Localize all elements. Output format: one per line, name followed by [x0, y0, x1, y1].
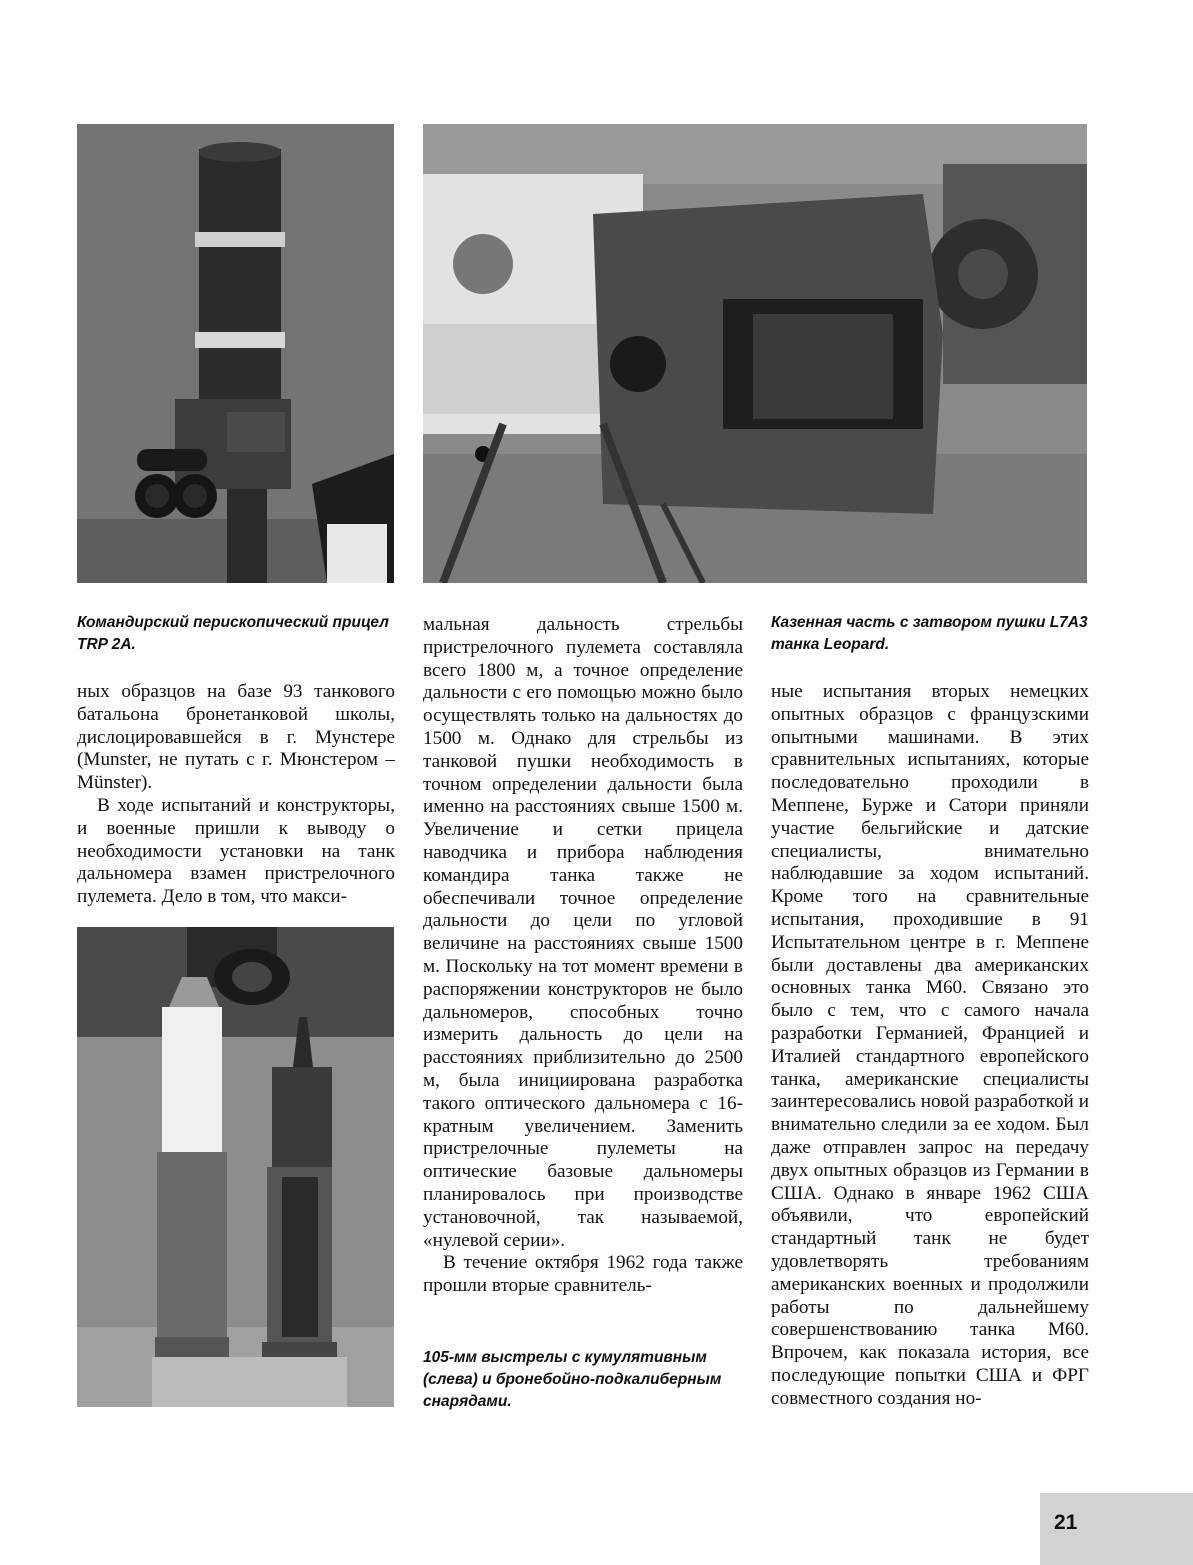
- photo-gun-breech: [423, 124, 1087, 583]
- text-column-middle: [423, 614, 743, 1298]
- photo-periscope-sight: [77, 124, 394, 583]
- text-column-right: [771, 681, 1089, 1411]
- photo-105mm-rounds: [77, 927, 394, 1407]
- paragraph: В ходе испытаний и конструкторы, и военные пришли к выводу о необходимости установки на танк дальномера взамен пристрелочного пулемета. Дело в том, что макси-: [77, 794, 395, 908]
- text-column-left: [77, 681, 395, 909]
- page-number: 21: [1054, 1511, 1078, 1534]
- caption-periscope: Командирский перископический прицел TRP 2A.: [77, 614, 389, 653]
- paragraph: мальная дальность стрельбы пристрелочного пулемета составляла всего 1800 м, а точное определение дальности с его помощью можно было осуществлять только на дальностях до 1500 м. Однако для стрельбы из танковой пушки необходимость в точном определении дальности была именно на расстояниях свыше 1500 м. Увеличение и сетки прицела наводчика и прибора наблюдения командира танка также не обеспечивали точное определение дальности до цели по угловой величине на расстояниях свыше 1500 м. Поскольку на тот момент времени в распоряжении конструкторов не было дальномеров, способных точно измерить дальность до цели на расстояниях приблизительно до 2500 м, была инициирована разработка такого оптического дальномера с 16-кратным увеличением. Заменить пристрелочные пулеметы на оптические базовые дальномеры планировалось при производстве установочной, так называемой, «нулевой серии».: [423, 614, 743, 1251]
- page-number-tab: [1040, 1493, 1193, 1565]
- paragraph: ные испытания вторых немецких опытных образцов с французскими опытными машинами. В этих сравнительных испытаниях, которые последовательно проходили в Меппене, Бурже и Сатори приняли участие бельгийские и датские специалисты, внимательно наблюдавшие за ходом испытаний. Кроме того на сравнительные испытания, проходившие в 91 Испытательном центре в г. Меппене были доставлены два американских основных танка M60. Связано это было с тем, что с самого начала разработки Германией, Францией и Италией стандартного европейского танка, американские специалисты заинтересовались новой разработкой и внимательно следили за ее ходом. Был даже отправлен запрос на передачу двух опытных образцов из Германии в США. Однако в январе 1962 США объявили, что европейский стандартный танк не будет удовлетворять требованиям американских военных и продолжили работы по дальнейшему совершенствованию танка M60. Впрочем, как показала история, все последующие попытки США и ФРГ совместного создания но-: [771, 681, 1089, 1409]
- paragraph: В течение октября 1962 года также прошли вторые сравнитель-: [423, 1252, 743, 1297]
- caption-breech: Казенная часть с затвором пушки L7A3 танка Leopard.: [771, 614, 1088, 653]
- caption-rounds: 105-мм выстрелы с кумулятивным (слева) и бронебойно-подкалиберным снарядами.: [423, 1349, 722, 1410]
- paragraph: ных образцов на базе 93 танкового батальона бронетанковой школы, дислоцировавшейся в г. Мунстере (Munster, не путать с г. Мюнстером – Münster).: [77, 681, 395, 794]
